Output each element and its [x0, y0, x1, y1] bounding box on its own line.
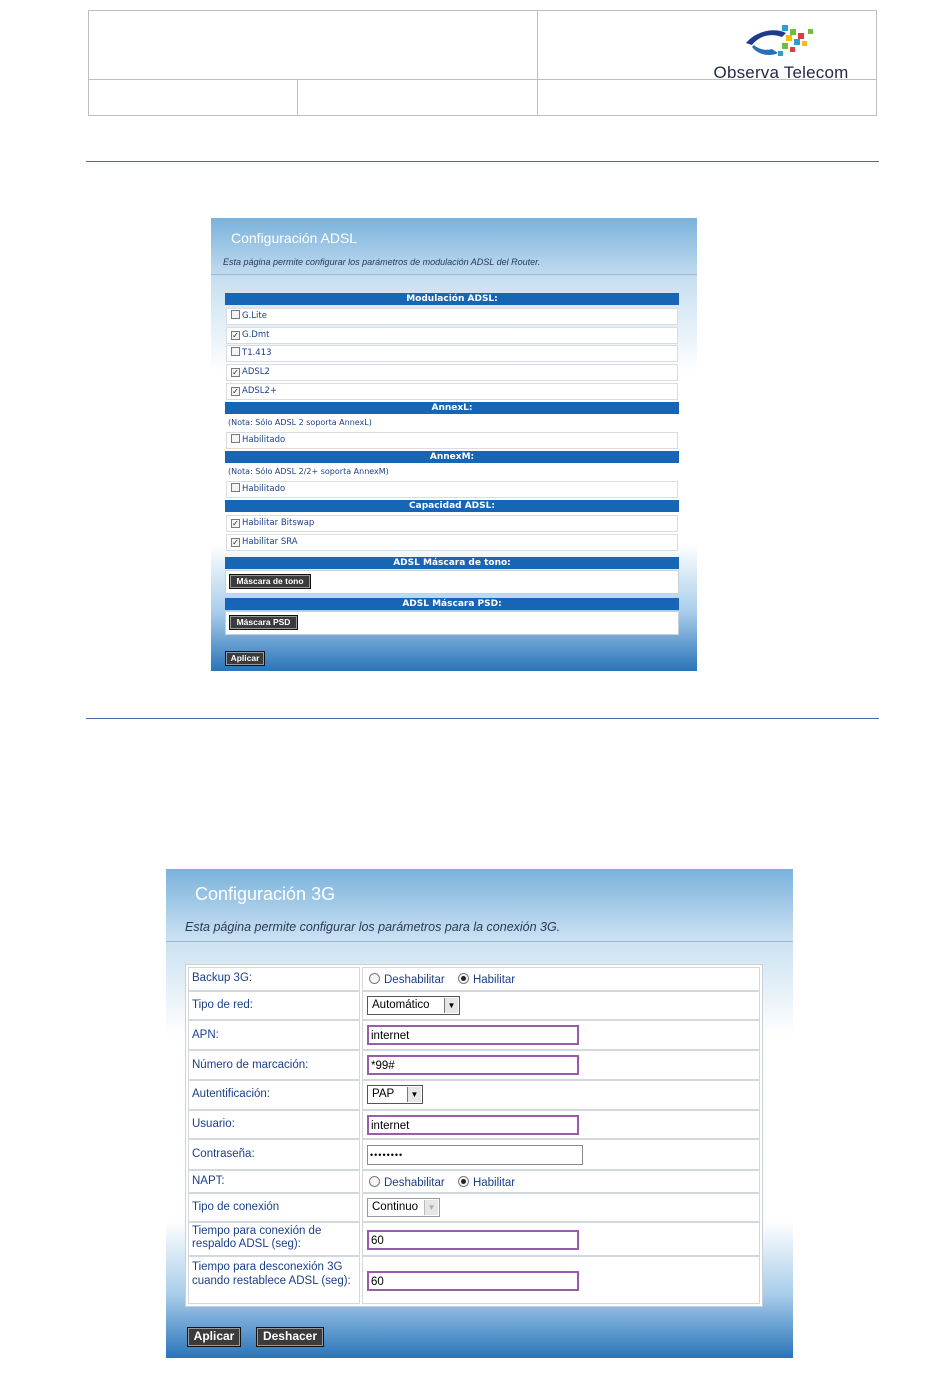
backup-time-label: Tiempo para conexión de respaldo ADSL (seg): [188, 1222, 360, 1256]
network-type-select[interactable] [367, 996, 460, 1015]
annexl-header: AnnexL: [225, 402, 679, 414]
disconnect-time-value [362, 1256, 760, 1304]
modulation-option-glite[interactable] [226, 308, 678, 325]
row-backup-time [188, 1222, 760, 1256]
tone-mask-button[interactable]: Máscara de tono [229, 574, 311, 589]
section-divider-bottom [86, 718, 879, 719]
sra-label: Habilitar SRA [242, 537, 298, 547]
network-type-selected: Automático [372, 999, 430, 1011]
row-user [188, 1110, 760, 1139]
adsl-title-separator [211, 274, 697, 275]
t1413-label: T1.413 [242, 348, 272, 358]
annexm-label: Habilitado [242, 484, 286, 494]
row-backup-3g [188, 967, 760, 991]
document-header-table [88, 10, 877, 116]
company-logo [706, 21, 856, 82]
annexm-header: AnnexM: [225, 451, 679, 463]
connection-type-label: Tipo de conexión [188, 1193, 360, 1222]
psd-mask-header: ADSL Máscara PSD: [225, 598, 679, 610]
row-network-type [188, 991, 760, 1020]
header-cell-1 [89, 80, 298, 115]
connection-type-select[interactable] [367, 1198, 440, 1217]
adsl2plus-checkbox[interactable]: ✓ [232, 387, 239, 396]
apn-input[interactable]: internet [367, 1025, 579, 1045]
capability-option-sra[interactable] [226, 534, 678, 551]
napt-value [362, 1170, 760, 1193]
network-type-value [362, 991, 760, 1020]
adsl-apply-button[interactable]: Aplicar [225, 651, 265, 666]
auth-label: Autentificación: [188, 1080, 360, 1110]
modulation-header: Modulación ADSL: [225, 293, 679, 305]
modulation-option-adsl2[interactable] [226, 364, 678, 381]
row-dial-number [188, 1050, 760, 1080]
adsl-config-panel [211, 218, 697, 671]
header-cell-3 [538, 80, 876, 115]
bitswap-label: Habilitar Bitswap [242, 518, 315, 528]
annexl-label: Habilitado [242, 435, 286, 445]
chevron-down-icon: ▼ [407, 1087, 421, 1102]
row-disconnect-time [188, 1256, 760, 1304]
napt-enable-label: Habilitar [472, 1177, 516, 1189]
auth-select[interactable] [367, 1085, 423, 1104]
modulation-option-gdmt[interactable] [226, 327, 678, 344]
user-label: Usuario: [188, 1110, 360, 1139]
adsl-panel-title: Configuración ADSL [231, 230, 358, 246]
user-input[interactable]: internet [367, 1115, 579, 1135]
annexl-option[interactable] [226, 432, 678, 449]
row-password [188, 1139, 760, 1170]
t1413-checkbox[interactable] [231, 347, 240, 356]
glite-checkbox[interactable] [231, 310, 240, 319]
g3-undo-button[interactable]: Deshacer [256, 1327, 324, 1347]
password-label: Contraseña: [188, 1139, 360, 1170]
backup-time-value [362, 1222, 760, 1256]
row-connection-type [188, 1193, 760, 1222]
backup-3g-label: Backup 3G: [188, 967, 360, 991]
sra-checkbox[interactable]: ✓ [232, 538, 239, 547]
bitswap-checkbox[interactable]: ✓ [232, 519, 239, 528]
password-input[interactable]: •••••••• [367, 1145, 583, 1165]
disconnect-time-label: Tiempo para desconexión 3G cuando restablece ADSL (seg): [188, 1256, 360, 1304]
napt-disable-radio[interactable] [369, 1176, 380, 1187]
psd-mask-button[interactable]: Máscara PSD [229, 615, 298, 630]
capability-option-bitswap[interactable] [226, 515, 678, 532]
header-cell-logo [538, 11, 876, 80]
annexm-note: (Nota: Sólo ADSL 2/2+ soporta AnnexM) [228, 467, 389, 476]
apn-label: APN: [188, 1020, 360, 1050]
capability-header: Capacidad ADSL: [225, 500, 679, 512]
dial-number-input[interactable]: *99# [367, 1055, 579, 1075]
connection-type-selected: Continuo [372, 1201, 419, 1213]
password-value [362, 1139, 760, 1170]
glite-label: G.Lite [242, 311, 267, 321]
g3-panel-description: Esta página permite configurar los parámetros para la conexión 3G. [185, 920, 561, 934]
apn-value [362, 1020, 760, 1050]
napt-label: NAPT: [188, 1170, 360, 1193]
backup-time-input[interactable]: 60 [367, 1230, 579, 1250]
row-auth [188, 1080, 760, 1110]
napt-enable-radio[interactable] [458, 1176, 469, 1187]
napt-disable-label: Deshabilitar [384, 1177, 445, 1189]
g3-settings-table [185, 964, 763, 1307]
g3-config-panel [166, 869, 793, 1358]
g3-apply-button[interactable]: Aplicar [187, 1327, 241, 1347]
section-divider-top [86, 161, 879, 162]
g3-title-separator [166, 941, 793, 942]
tone-mask-header: ADSL Máscara de tono: [225, 557, 679, 569]
header-cell-title [89, 11, 538, 80]
annexl-checkbox[interactable] [231, 434, 240, 443]
row-apn [188, 1020, 760, 1050]
backup-enable-label: Habilitar [472, 974, 516, 986]
backup-disable-radio[interactable] [369, 973, 380, 984]
company-name: Observa Telecom [713, 63, 849, 82]
gdmt-label: G.Dmt [242, 330, 270, 340]
connection-type-value [362, 1193, 760, 1222]
adsl2-checkbox[interactable]: ✓ [232, 368, 239, 377]
dial-number-label: Número de marcación: [188, 1050, 360, 1080]
annexm-checkbox[interactable] [231, 483, 240, 492]
annexm-option[interactable] [226, 481, 678, 498]
row-napt [188, 1170, 760, 1193]
backup-enable-radio[interactable] [458, 973, 469, 984]
adsl2plus-label: ADSL2+ [242, 386, 278, 396]
chevron-down-icon: ▼ [424, 1200, 438, 1215]
modulation-option-t1413[interactable] [226, 345, 678, 362]
modulation-option-adsl2plus[interactable] [226, 383, 678, 400]
auth-value [362, 1080, 760, 1110]
adsl-panel-description: Esta página permite configurar los parámetros de modulación ADSL del Router. [223, 257, 541, 267]
network-type-label: Tipo de red: [188, 991, 360, 1020]
chevron-down-icon: ▼ [444, 998, 458, 1013]
annexl-note: (Nota: Sólo ADSL 2 soporta AnnexL) [228, 418, 372, 427]
adsl2-label: ADSL2 [242, 367, 270, 377]
g3-panel-title: Configuración 3G [195, 884, 336, 904]
backup-3g-value [362, 967, 760, 991]
backup-disable-label: Deshabilitar [384, 974, 445, 986]
disconnect-time-input[interactable]: 60 [367, 1271, 579, 1291]
gdmt-checkbox[interactable]: ✓ [232, 331, 239, 340]
observa-logo-icon [742, 21, 822, 61]
auth-selected: PAP [372, 1088, 395, 1100]
header-cell-2 [298, 80, 538, 115]
user-value [362, 1110, 760, 1139]
dial-number-value [362, 1050, 760, 1080]
